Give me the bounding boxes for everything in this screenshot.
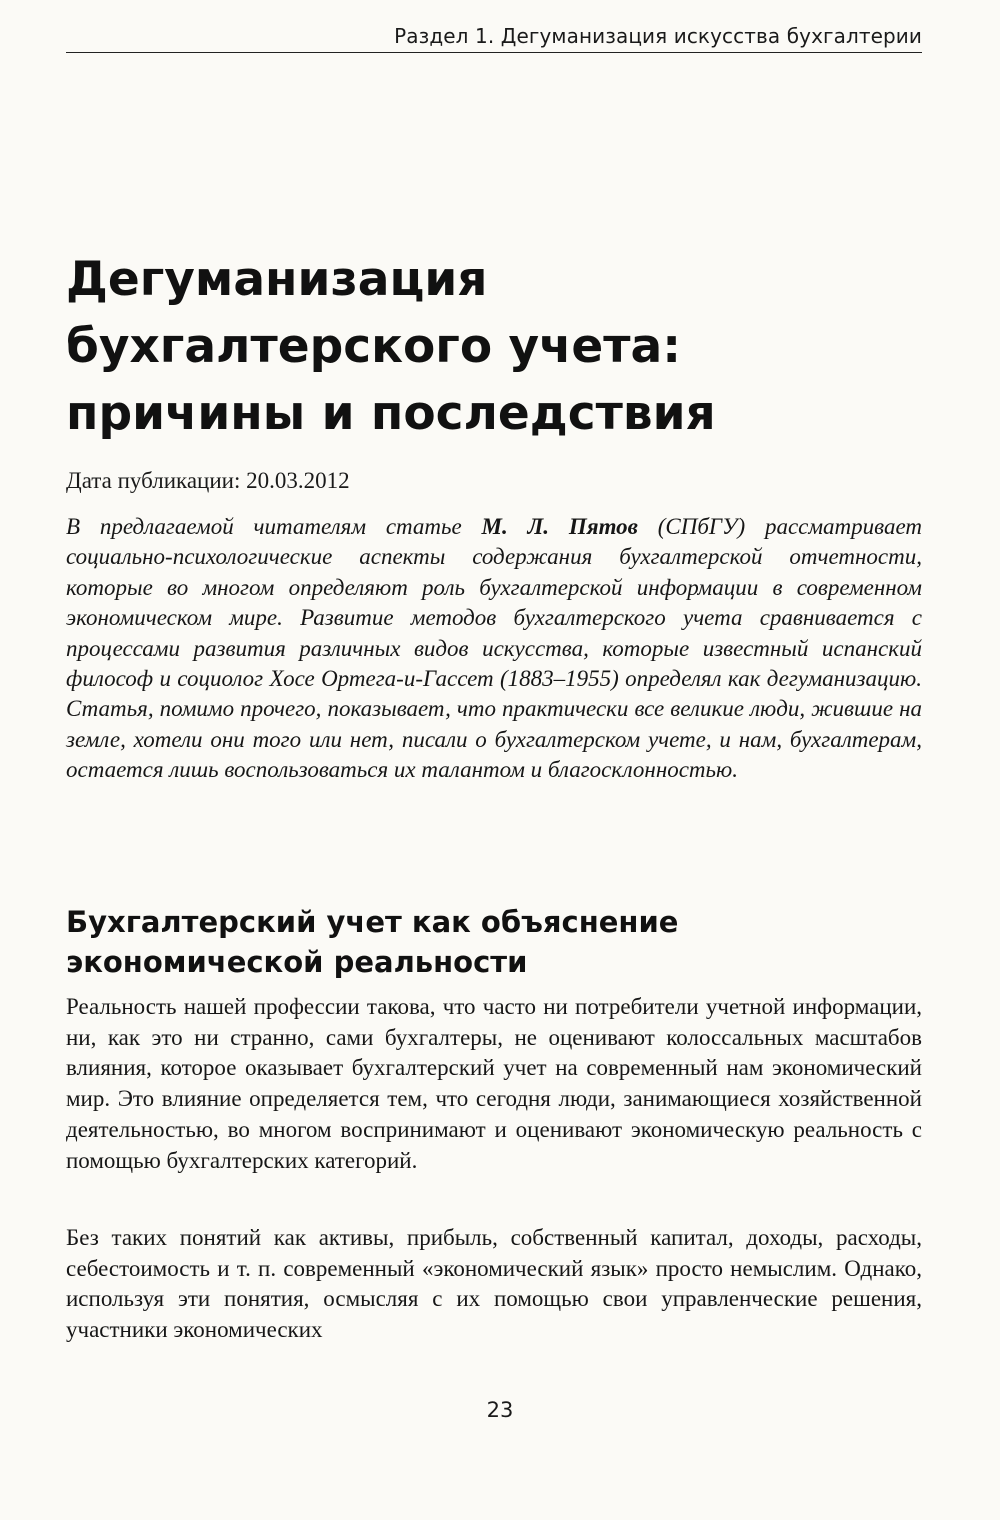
article-title: Дегуманизация бухгалтерского учета: причины и последствия <box>66 252 716 441</box>
abstract-lead: В предлагаемой читателям статье <box>66 514 482 539</box>
running-head: Раздел 1. Дегуманизация искусства бухгалтерии <box>394 24 922 48</box>
abstract-body: (СПбГУ) рассматривает социально-психологические аспекты содержания бухгалтерской отчетности, которые во многом определяют роль бухгалтерской информации в современном экономическом мире. Развитие методов бухгалтерского учета сравнивается с процессами развития различных видов искусства, которые известный испанский философ и социолог Хосе Ортега-и-Гассет (1883–1955) определял как дегуманизацию. Статья, помимо прочего, показывает, что практически все великие люди, жившие на земле, хотели они того или нет, писали о бухгалтерском учете, и нам, бухгалтерам, остается лишь воспользоваться их талантом и благосклонностью. <box>66 514 922 783</box>
section-heading: Бухгалтерский учет как объяснение экономической реальности <box>66 905 679 979</box>
article-abstract <box>66 512 922 786</box>
page-number: 23 <box>486 1398 514 1422</box>
author-name: М. Л. Пятов <box>481 514 638 539</box>
body-paragraph-2: Без таких понятий как активы, прибыль, собственный капитал, доходы, расходы, себестоимость и т. п. современный «экономический язык» просто немыслим. Однако, используя эти понятия, осмысляя с их помощью свои управленческие решения, участники экономических <box>66 1225 922 1343</box>
body-paragraph-1: Реальность нашей профессии такова, что часто ни потребители учетной информации, ни, как это ни странно, сами бухгалтеры, не оценивают колоссальных масштабов влияния, которое оказывает бухгалтерский учет на современный нам экономический мир. Это влияние определяется тем, что сегодня люди, занимающиеся хозяйственной деятельностью, во многом воспринимают и оценивают экономическую реальность с помощью бухгалтерских категорий. <box>66 994 922 1173</box>
header-rule <box>66 52 922 53</box>
publication-date: Дата публикации: 20.03.2012 <box>66 468 350 493</box>
